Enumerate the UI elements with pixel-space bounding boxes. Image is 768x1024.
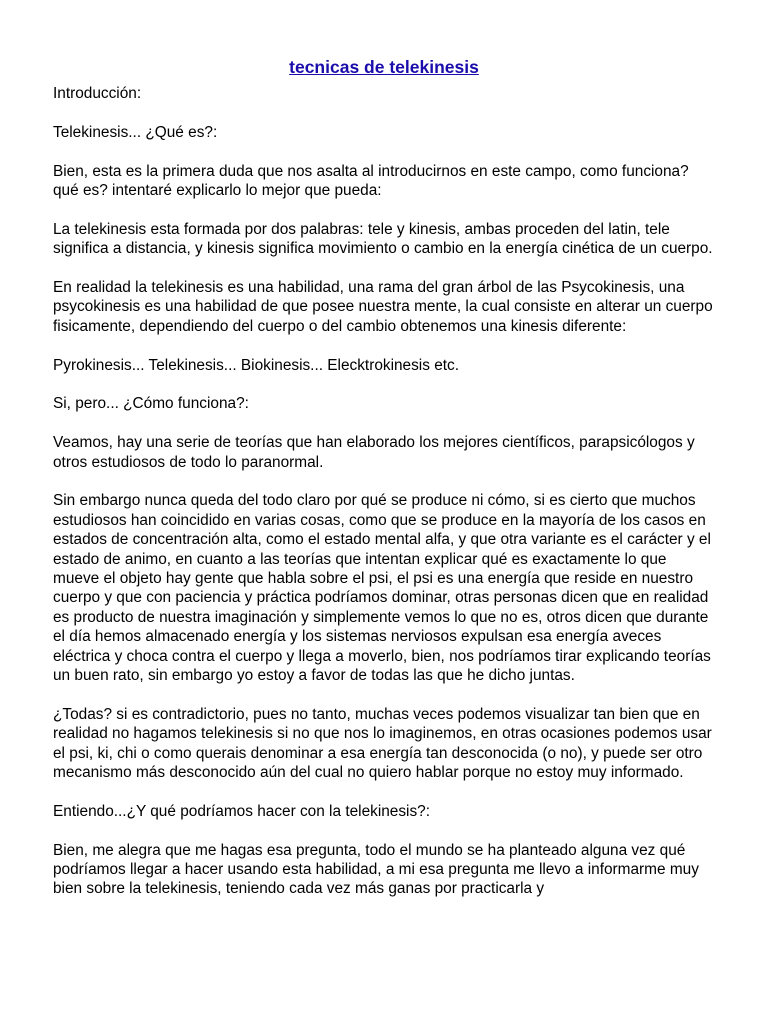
- paragraph-kinesis-types: Pyrokinesis... Telekinesis... Biokinesis... Elecktrokinesis etc.: [53, 356, 460, 374]
- paragraph-psycokinesis: En realidad la telekinesis es una habilidad, una rama del gran árbol de las Psycokinesis, una psycokinesis es una habilidad de que posee nuestra mente, la cual consiste en alterar un cuerpo fisicamente, dependiendo del cuerpo o del cambio obtenemos una kinesis diferente:: [53, 279, 713, 335]
- paragraph-theories: Veamos, hay una serie de teorías que han elaborado los mejores científicos, parapsicólogos y otros estudiosos de todo lo paranormal.: [53, 434, 695, 471]
- document-title: [53, 56, 715, 78]
- paragraph-first-doubt: Bien, esta es la primera duda que nos asalta al introducirnos en este campo, como funciona? qué es? intentaré explicarlo lo mejor que pueda:: [53, 162, 689, 199]
- paragraph-how-heading: Si, pero... ¿Cómo funciona?:: [53, 395, 249, 413]
- title-link[interactable]: tecnicas de telekinesis: [289, 57, 479, 77]
- paragraph-explanations: Sin embargo nunca queda del todo claro por qué se produce ni cómo, si es cierto que muchos estudiosos han coincidido en varias cosas, como que se produce en la mayoría de los casos en estados de concentración alta, como el estado mental alfa, y que otra variante es el carácter y el estado de animo, en cuanto a las teorías que intentan explicar qué es exactamente lo que mueve el objeto hay gente que habla sobre el psi, el psi es una energía que reside en nuestro cuerpo y que con paciencia y práctica podríamos dominar, otras personas dicen que en realidad es producto de nuestra imaginación y simplemente vemos lo que no es, otros dicen que durante el día hemos almacenado energía y los sistemas nerviosos expulsan esa energía aveces eléctrica y choca contra el cuerpo y llega a moverlo, bien, nos podríamos tirar explicando teorías un buen rato, sin embargo yo estoy a favor de todas las que he dicho juntas.: [53, 492, 711, 685]
- paragraph-all-of-them: ¿Todas? si es contradictorio, pues no tanto, muchas veces podemos visualizar tan bien que en realidad no hagamos telekinesis si no que nos lo imaginemos, en otras ocasiones podemos usar el psi, ki, chi o como querais denominar a esa energía tan desconocida (o no), y puede ser otro mecanismo más desconocido aún del cual no quiero hablar porque no estoy muy informado.: [53, 705, 712, 782]
- paragraph-good-question: Bien, me alegra que me hagas esa pregunta, todo el mundo se ha planteado alguna vez qué podríamos llegar a hacer usando esta habilidad, a mi esa pregunta me llevo a informarme muy bien sobre la telekinesis, teniendo cada vez más ganas por practicarla y: [53, 841, 699, 898]
- paragraph-what-is-heading: Telekinesis... ¿Qué es?:: [53, 123, 218, 141]
- paragraph-definition: La telekinesis esta formada por dos palabras: tele y kinesis, ambas proceden del latin, tele significa a distancia, y kinesis significa movimiento o cambio en la energía cinética de un cuerpo.: [53, 220, 713, 258]
- paragraph-what-can-heading: Entiendo...¿Y qué podríamos hacer con la telekinesis?:: [53, 802, 431, 820]
- paragraph-intro-heading: Introducción:: [53, 85, 142, 102]
- document-page: [53, 56, 715, 918]
